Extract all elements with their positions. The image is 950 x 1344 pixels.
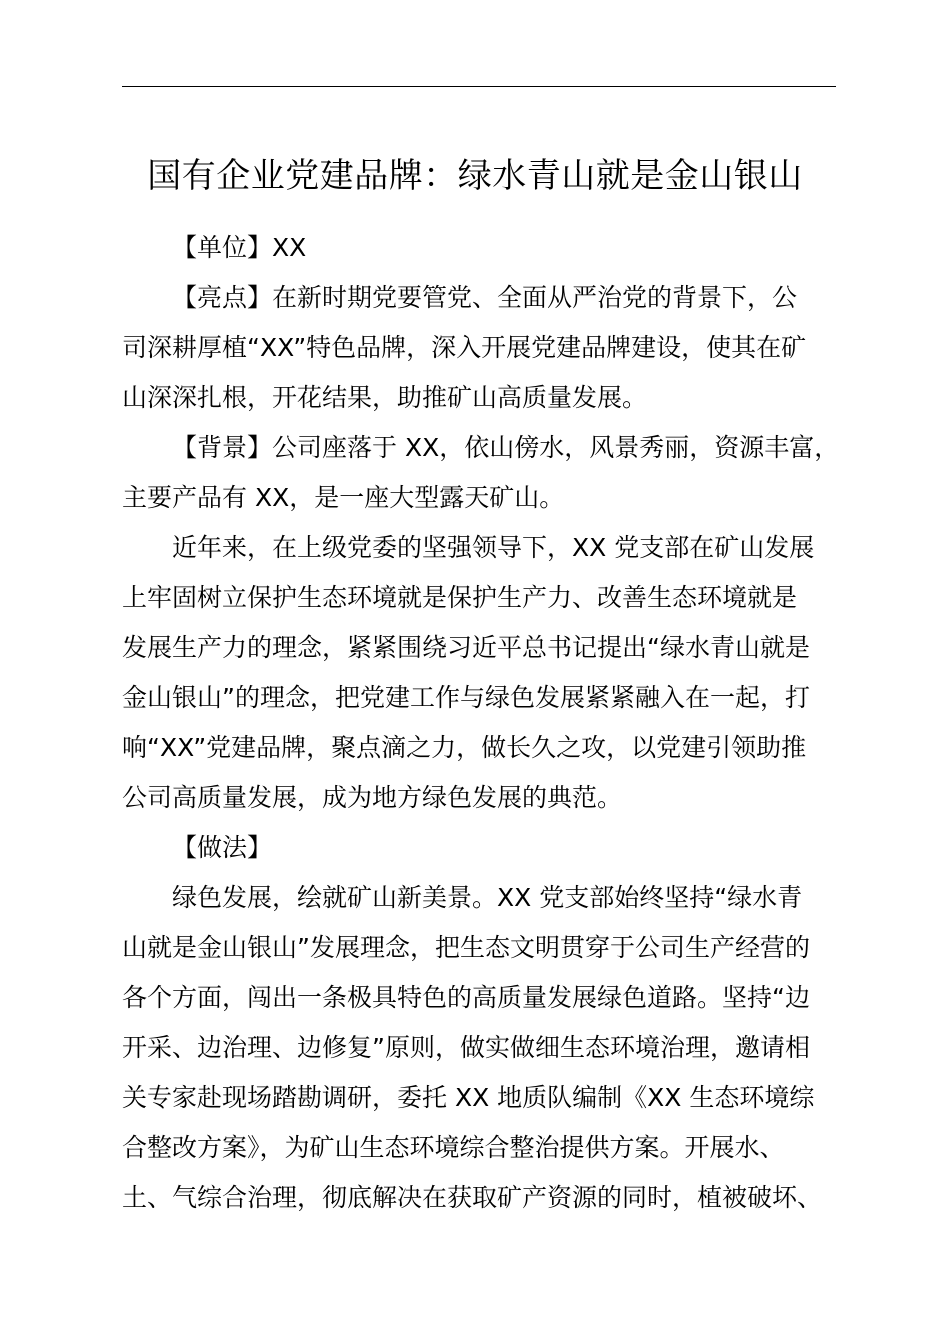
- paragraph-recent-line-6: 公司高质量发展，成为地方绿色发展的典范。: [122, 783, 623, 812]
- paragraph-recent-line-1: 近年来，在上级党委的坚强领导下，XX 党支部在矿山发展: [172, 533, 815, 562]
- paragraph-green-line-7: 土、气综合治理，彻底解决在获取矿产资源的同时，植被破坏、: [122, 1183, 823, 1212]
- header-rule: [122, 86, 836, 87]
- paragraph-highlight-line-1: 【亮点】在新时期党要管党、全面从严治党的背景下，公: [172, 283, 798, 312]
- paragraph-green-line-6: 合整改方案》，为矿山生态环境综合整治提供方案。开展水、: [122, 1133, 785, 1162]
- paragraph-recent-line-2: 上牢固树立保护生态环境就是保护生产力、改善生态环境就是: [122, 583, 798, 612]
- paragraph-recent-line-4: 金山银山”的理念，把党建工作与绿色发展紧紧融入在一起，打: [122, 683, 810, 712]
- paragraph-background-line-1: 【背景】公司座落于 XX，依山傍水，风景秀丽，资源丰富，: [172, 433, 840, 462]
- paragraph-recent-line-5: 响“XX”党建品牌，聚点滴之力，做长久之攻，以党建引领助推: [122, 733, 807, 762]
- paragraph-green-line-4: 开采、边治理、边修复”原则，做实做细生态环境治理，邀请相: [122, 1033, 810, 1062]
- paragraph-highlight-line-2: 司深耕厚植“XX”特色品牌，深入开展党建品牌建设，使其在矿: [122, 333, 807, 362]
- paragraph-unit: 【单位】XX: [172, 233, 307, 262]
- paragraph-green-line-2: 山就是金山银山”发展理念，把生态文明贯穿于公司生产经营的: [122, 933, 810, 962]
- paragraph-green-line-5: 关专家赴现场踏勘调研，委托 XX 地质队编制《XX 生态环境综: [122, 1083, 815, 1112]
- section-heading-practice: 【做法】: [172, 833, 273, 862]
- paragraph-highlight-line-3: 山深深扎根，开花结果，助推矿山高质量发展。: [122, 383, 648, 412]
- paragraph-recent-line-3: 发展生产力的理念，紧紧围绕习近平总书记提出“绿水青山就是: [122, 633, 810, 662]
- paragraph-background-line-2: 主要产品有 XX，是一座大型露天矿山。: [122, 483, 565, 512]
- paragraph-green-line-3: 各个方面，闯出一条极具特色的高质量发展绿色道路。坚持“边: [122, 983, 810, 1012]
- document-title: 国有企业党建品牌：绿水青山就是金山银山: [147, 156, 803, 196]
- paragraph-green-line-1: 绿色发展，绘就矿山新美景。XX 党支部始终坚持“绿水青: [172, 883, 803, 912]
